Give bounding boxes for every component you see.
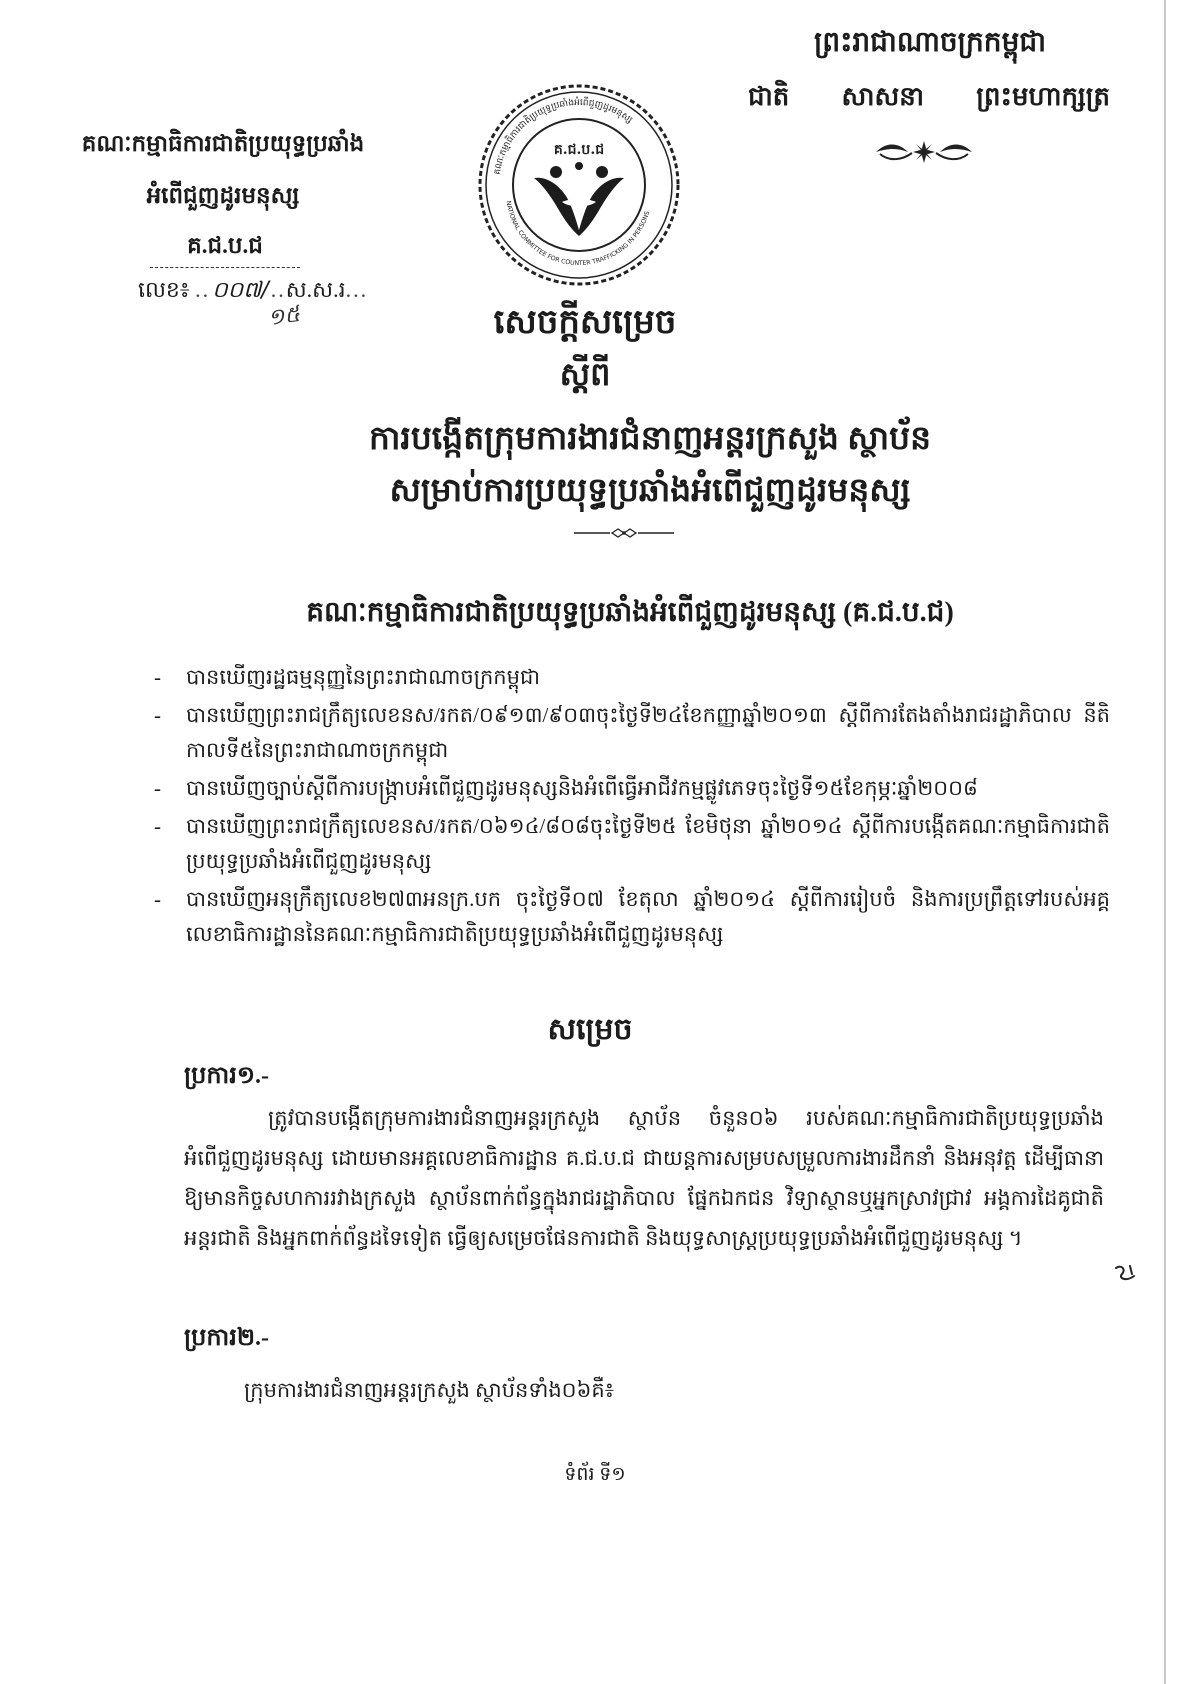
motto-word-religion: សាសនា (841, 82, 925, 111)
document-title-line2: សម្រាប់ការប្រយុទ្ធប្រឆាំងអំពើជួញដូរមនុស្ស (389, 473, 911, 509)
national-motto (748, 80, 1110, 118)
article-2-label: ប្រការ២.- (184, 1325, 270, 1351)
reference-dots: ... (345, 277, 369, 302)
page-number: ទំព័រ ទី១ (564, 1464, 626, 1485)
consideration-item (150, 771, 1110, 806)
motto-word-nation: ជាតិ (748, 82, 790, 111)
consideration-text: បានឃើញរដ្ឋធម្មនុញ្ញនៃព្រះរាជាណាចក្រកម្ពុជា (186, 665, 540, 689)
document-about: ស្តីពី (559, 356, 611, 392)
issuer-name-line1: គណៈកម្មាធិការជាតិប្រយុទ្ធប្រឆាំង (81, 131, 365, 156)
bullet-dash: - (154, 814, 161, 838)
consideration-text: បានឃើញព្រះរាជក្រឹត្យលេខនស/រកត/០៩១៣/៩០៣ចុះថ្ងៃទី២៤ខែកញ្ញាឆ្នាំ២០១៣ ស្តីពីការតែងតាំងរាជរដ្ឋាភិបាល នីតិកាលទី៥នៃព្រះរាជាណាចក្រកម្ពុជា (186, 703, 1110, 762)
reference-suffix: ស.ស.រ (285, 277, 346, 302)
consideration-item (150, 882, 1110, 952)
scan-edge (1164, 0, 1166, 1684)
reference-value: ០០៧/ (212, 278, 269, 303)
motto-word-king: ព្រះមហាក្សត្រ (976, 82, 1110, 111)
consideration-text: បានឃើញច្បាប់ស្តីពីការបង្ក្រាបអំពើជួញដូរមនុស្សនិងអំពើធ្វើអាជីវកម្មផ្លូវភេទចុះថ្ងៃទី១៥ខែកុម្ភៈឆ្នាំ២០០៨ (186, 776, 978, 800)
consideration-item (150, 698, 1110, 768)
header-ornament-icon (872, 140, 976, 164)
document-type: សេចក្តីសម្រេច (493, 304, 677, 341)
svg-text:គណៈកម្មាធិការជាតិប្រយុទ្ធប្រឆា (493, 96, 635, 176)
article-1-text: ត្រូវបានបង្កើតក្រុមការងារជំនាញអន្តរក្រសួង ស្ថាប័ន ចំនួន០៦ របស់គណៈកម្មាធិការជាតិប្រយុទ្ធប្រឆាំងអំពើជួញដូរមនុស្ស ដោយមានអគ្គលេខាធិការដ្ឋាន គ.ជ.ប.ជ ជាយន្តការសម្របសម្រួលការងារដឹកនាំ និងអនុវត្ត ដើម្បីធានាឱ្យមានកិច្ចសហការរវាងក្រសួង ស្ថាប័នពាក់ព័ន្ធក្នុងរាជរដ្ឋាភិបាល ផ្នែកឯកជន វិទ្យាស្ថានឬអ្នកស្រាវជ្រាវ អង្គការដៃគូជាតិ អន្តរជាតិ និងអ្នកពាក់ព័ន្ធដទៃទៀត ធ្វើឲ្យសម្រេចផែនការជាតិ និងយុទ្ធសាស្ត្រប្រយុទ្ធប្រឆាំងអំពើជួញដូរមនុស្ស ។ (184, 1106, 1104, 1250)
article-2-text: ក្រុមការងារជំនាញអន្តរក្រសួង ស្ថាប័នទាំង០៦គឺ៖ (244, 1378, 614, 1402)
consideration-item (150, 660, 1110, 695)
seal-emblem-icon (534, 162, 624, 236)
issuer-name-line2: អំពើជួញដូរមនុស្ស (146, 183, 300, 208)
bullet-dash: - (154, 776, 161, 800)
kingdom-heading: ព្រះរាជាណាចក្រកម្ពុជា (813, 27, 1046, 58)
bullet-dash: - (154, 703, 161, 727)
reference-handwritten-year: ១៥ (266, 300, 302, 331)
considerations-list (150, 660, 1110, 955)
reference-dots: .. (270, 277, 286, 302)
consideration-item (150, 809, 1110, 879)
document-title-line1: ការបង្កើតក្រុមការងារជំនាញអន្តរក្រសួង ស្ថាប័ន (368, 421, 932, 457)
bullet-dash: - (154, 665, 161, 689)
title-divider-ornament-icon (572, 526, 676, 540)
seal-ring-text-km: គណៈកម្មាធិការជាតិប្រយុទ្ធប្រឆាំងអំពើជួញដូរមនុស្ស (492, 97, 635, 176)
seal-abbreviation: គ.ជ.ប.ជ (553, 142, 605, 158)
reference-dots: .. (195, 277, 211, 302)
decision-heading: សម្រេច (547, 1013, 633, 1046)
issuer-abbreviation: គ.ជ.ប.ជ (150, 232, 300, 268)
article-1-label: ប្រការ១.- (184, 1063, 270, 1089)
committee-seal-logo (474, 80, 684, 290)
consideration-text: បានឃើញអនុក្រឹត្យលេខ២៧៣អនក្រ.បក ចុះថ្ងៃទី០៧ ខែតុលា ឆ្នាំ២០១៤ ស្តីពីការរៀបចំ និងការប្រព្រឹត្តទៅរបស់អគ្គលេខាធិការដ្ឋាននៃគណៈកម្មាធិការជាតិប្រយុទ្ធប្រឆាំងអំពើជួញដូរមនុស្ស (186, 887, 1110, 946)
issuing-authority: គណៈកម្មាធិការជាតិប្រយុទ្ធប្រឆាំងអំពើជួញដូរមនុស្ស (គ.ជ.ប.ជ) (306, 597, 954, 628)
seal-ring-text-en: NATIONAL COMMITTEE FOR COUNTER TRAFFICKING IN PERSONS (504, 200, 652, 268)
reference-label: លេខ៖ (138, 277, 190, 302)
handwritten-mark-icon (1112, 1262, 1140, 1286)
consideration-text: បានឃើញព្រះរាជក្រឹត្យលេខនស/រកត/០៦១៤/៨០៨ចុះថ្ងៃទី២៥ ខែមិថុនា ឆ្នាំ២០១៤ ស្តីពីការបង្កើតគណៈកម្មាធិការជាតិប្រយុទ្ធប្រឆាំងអំពើជួញដូរមនុស្ស (186, 814, 1110, 873)
bullet-dash: - (154, 887, 161, 911)
